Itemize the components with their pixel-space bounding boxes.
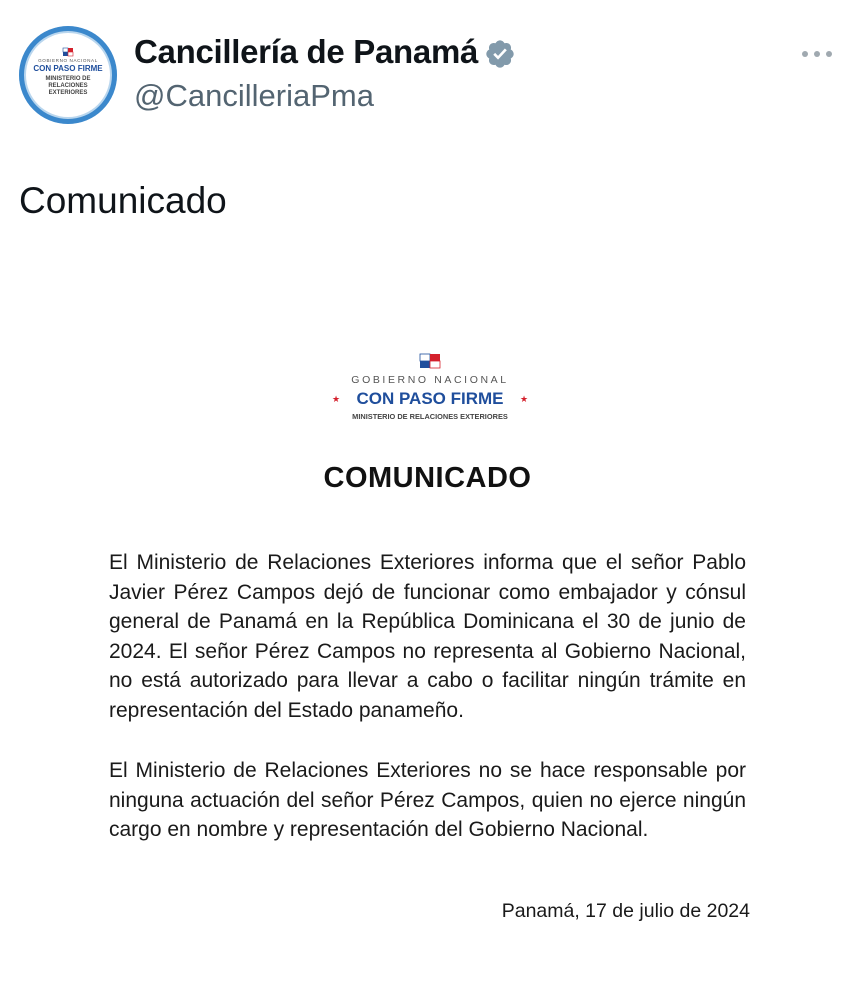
avatar-logo-line3: MINISTERIO DE — [45, 76, 91, 82]
tweet-header — [0, 0, 855, 140]
more-options-icon[interactable] — [800, 46, 834, 62]
avatar-logo — [19, 26, 117, 124]
verified-badge-icon[interactable] — [484, 38, 516, 70]
logo-line3: MINISTERIO DE RELACIONES EXTERIORES — [352, 412, 508, 421]
logo-line2: CON PASO FIRME — [356, 389, 504, 408]
government-logo — [320, 352, 540, 424]
document-paragraph-2: El Ministerio de Relaciones Exteriores no se hace responsable por ninguna actuación del señor Pérez Campos, quien no ejerce ningún cargo en nombre y representación del Gobierno Nacional. — [109, 759, 746, 842]
avatar-logo-line4: RELACIONES — [48, 83, 88, 89]
star-icon-left: ★ — [331, 394, 341, 404]
avatar-logo-line2: CON PASO FIRME — [33, 64, 103, 73]
document-date: Panamá, 17 de julio de 2024 — [501, 900, 750, 922]
document-paragraph-1: El Ministerio de Relaciones Exteriores informa que el señor Pablo Javier Pérez Campos dejó de funcionar como embajador y cónsul general de Panamá en la República Dominicana el 30 de junio de 2024. El señor Pérez Campos no representa al Gobierno Nacional, no está autorizado para llevar a cabo o facilitar ningún trámite en representación del Estado panameño. — [109, 551, 746, 722]
tweet-text: Comunicado — [19, 180, 227, 221]
star-icon-right: ★ — [519, 394, 529, 404]
avatar-logo-line5: EXTERIORES — [48, 90, 88, 96]
avatar[interactable] — [19, 26, 117, 124]
handle[interactable]: @CancilleriaPma — [134, 78, 374, 113]
avatar-logo-line1: GOBIERNO NACIONAL — [38, 58, 98, 63]
document-title: COMUNICADO — [323, 462, 532, 494]
display-name[interactable]: Cancillería de Panamá — [134, 33, 479, 70]
logo-line1: GOBIERNO NACIONAL — [351, 374, 509, 386]
attached-image-document[interactable] — [0, 340, 855, 998]
